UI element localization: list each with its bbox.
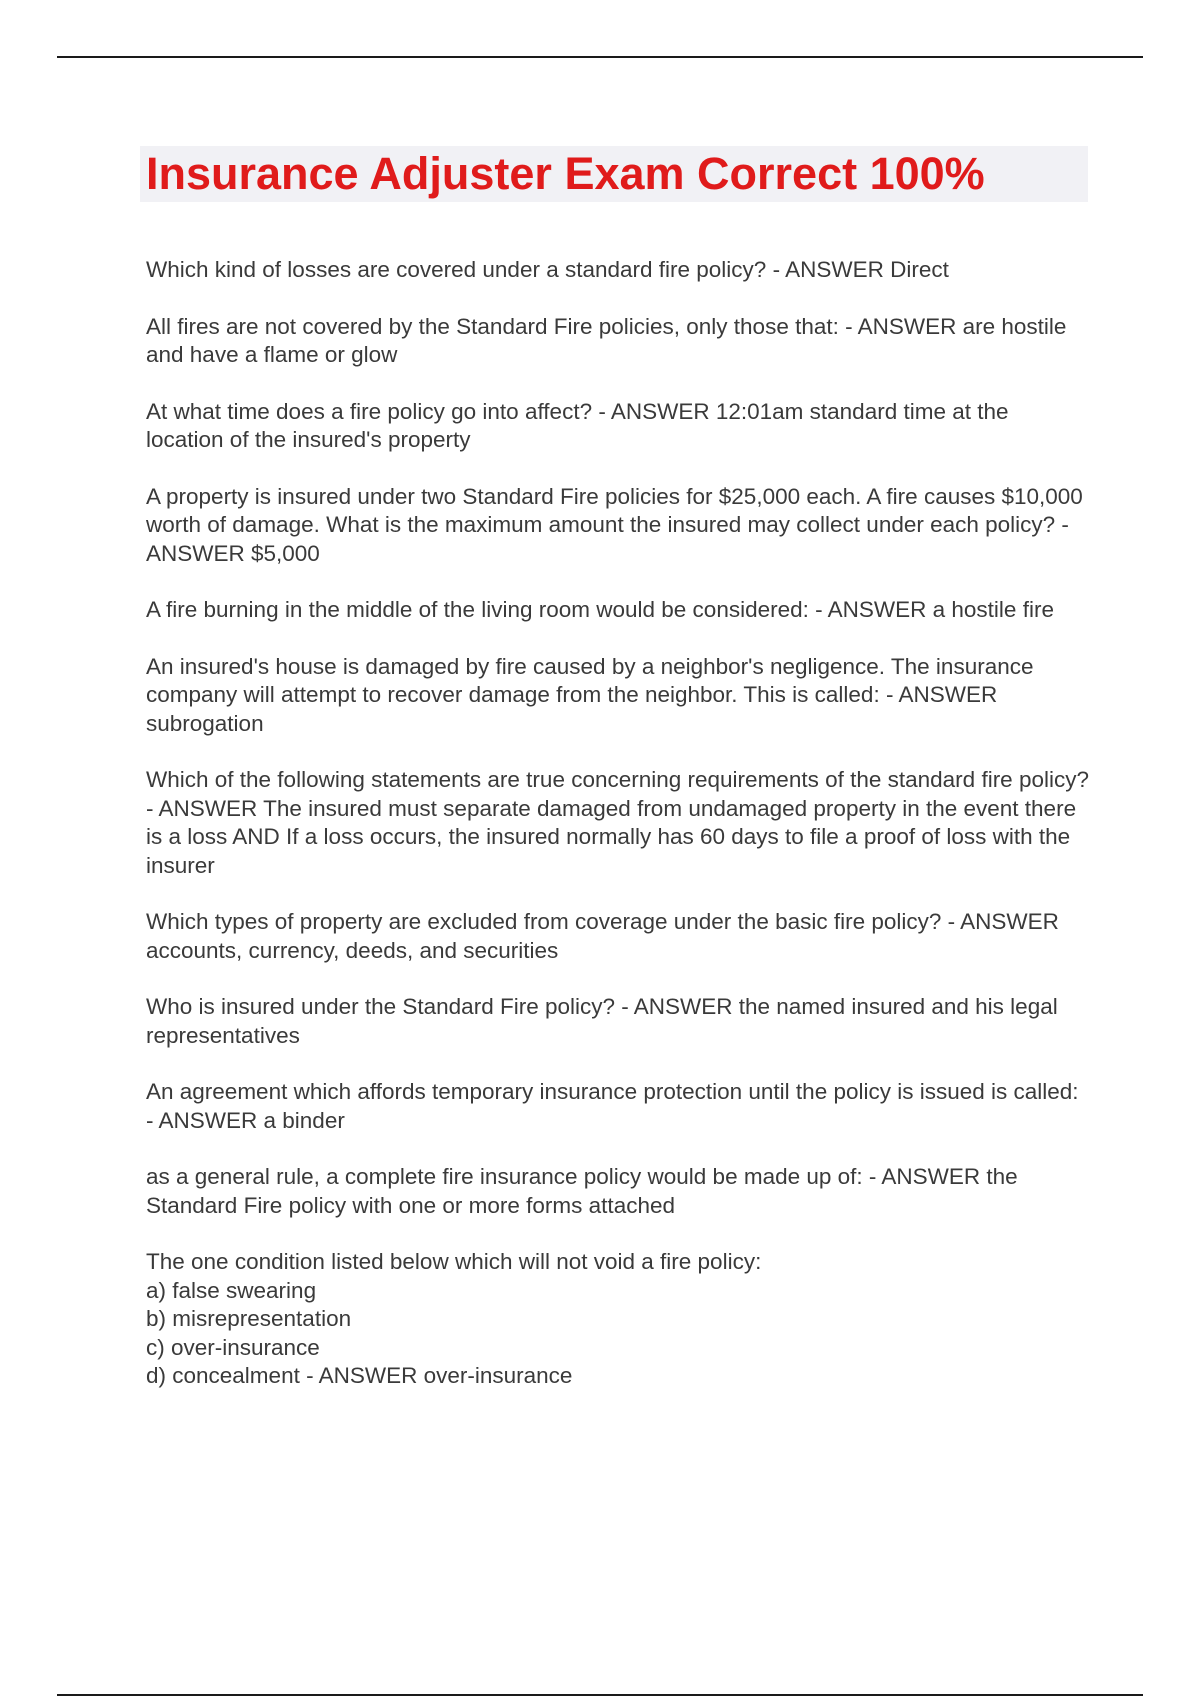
qa-item: A property is insured under two Standard Fire policies for $25,000 each. A fire causes $10,000 worth of damage. What is the maximum amount the insured may collect under each policy? - ANSWER $5,000: [146, 483, 1083, 566]
qa-item: At what time does a fire policy go into affect? - ANSWER 12:01am standard time at the location of the insured's property: [146, 398, 1009, 452]
qa-item: All fires are not covered by the Standard Fire policies, only those that: - ANSWER are hostile and have a flame or glow: [146, 313, 1067, 367]
qa-item: Which of the following statements are true concerning requirements of the standard fire policy? - ANSWER The insured must separate damaged from undamaged property in the event there is a loss AND If a loss occurs, the insured normally has 60 days to file a proof of loss with the insurer: [146, 767, 1089, 878]
qa-item: An agreement which affords temporary insurance protection until the policy is issued is called: - ANSWER a binder: [146, 1079, 1079, 1133]
qa-item-multiple-choice: The one condition listed below which will not void a fire policy: a) false swearing b) misrepresentation c) over-insurance d) concealment - ANSWER over-insurance: [146, 1249, 762, 1388]
qa-item: as a general rule, a complete fire insurance policy would be made up of: - ANSWER the Standard Fire policy with one or more forms attached: [146, 1164, 1018, 1218]
qa-item: An insured's house is damaged by fire caused by a neighbor's negligence. The insurance company will attempt to recover damage from the neighbor. This is called: - ANSWER subrogation: [146, 653, 1034, 736]
footer-rule: [57, 1694, 1143, 1696]
header-rule: [57, 56, 1143, 58]
qa-item: A fire burning in the middle of the living room would be considered: - ANSWER a hostile fire: [146, 597, 1054, 622]
qa-item: Which kind of losses are covered under a standard fire policy? - ANSWER Direct: [146, 257, 949, 282]
document-title: Insurance Adjuster Exam Correct 100%: [146, 148, 985, 199]
qa-item: Who is insured under the Standard Fire policy? - ANSWER the named insured and his legal representatives: [146, 994, 1058, 1048]
qa-item: Which types of property are excluded from coverage under the basic fire policy? - ANSWER accounts, currency, deeds, and securities: [146, 909, 1059, 963]
document-body: [146, 256, 1091, 1419]
